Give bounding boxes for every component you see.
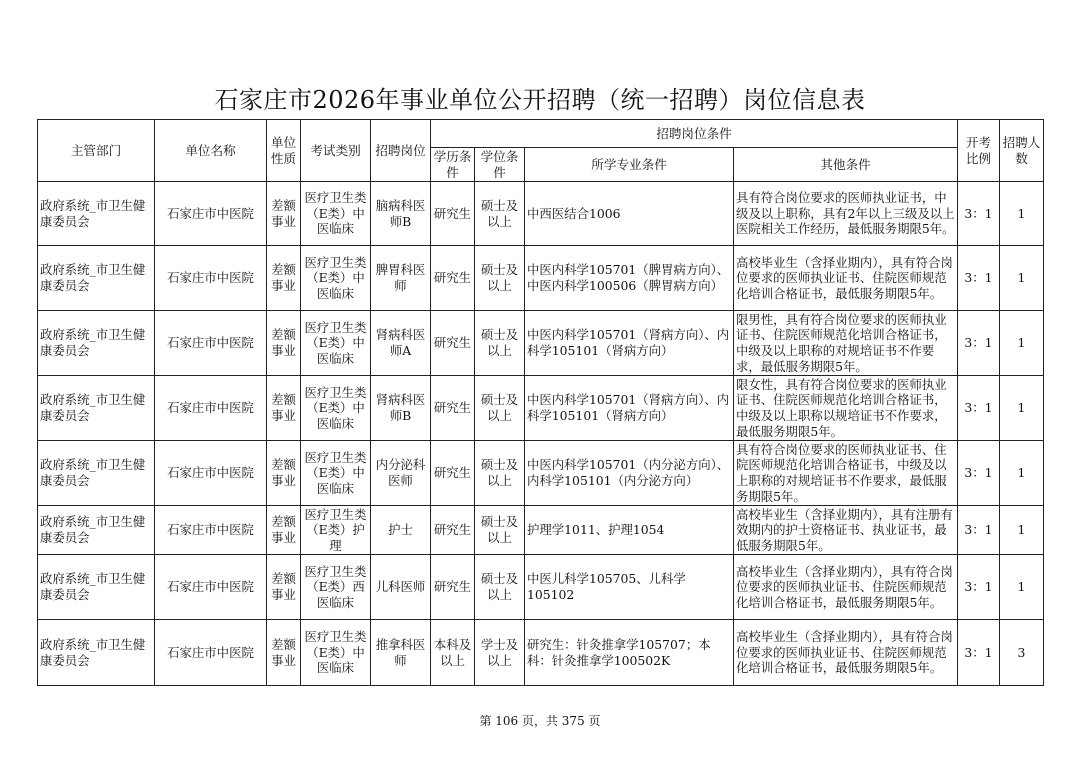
cell-department: 政府系统_市卫生健康委员会	[38, 620, 155, 686]
cell-count: 1	[1000, 182, 1044, 246]
cell-department: 政府系统_市卫生健康委员会	[38, 246, 155, 311]
cell-unit: 石家庄市中医院	[155, 555, 267, 620]
cell-nature: 差额事业	[267, 182, 301, 246]
cell-major: 中西医结合1006	[525, 182, 734, 246]
cell-unit: 石家庄市中医院	[155, 441, 267, 506]
cell-education: 研究生	[431, 246, 475, 311]
cell-department: 政府系统_市卫生健康委员会	[38, 441, 155, 506]
cell-unit: 石家庄市中医院	[155, 506, 267, 555]
cell-other: 高校毕业生（含择业期内），具有符合岗位要求的医师执业证书、住院医师规范化培训合格证书，最低服务期限5年。	[734, 555, 958, 620]
cell-unit: 石家庄市中医院	[155, 246, 267, 311]
table-row	[38, 311, 1044, 376]
cell-exam-type: 医疗卫生类（E类）中医临床	[301, 376, 371, 441]
cell-unit: 石家庄市中医院	[155, 182, 267, 246]
cell-major: 研究生：针灸推拿学105707；本科：针灸推拿学100502K	[525, 620, 734, 686]
cell-department: 政府系统_市卫生健康委员会	[38, 376, 155, 441]
cell-position: 肾病科医师A	[371, 311, 431, 376]
cell-exam-type: 医疗卫生类（E类）中医临床	[301, 441, 371, 506]
header-position: 招聘岗位	[371, 120, 431, 182]
cell-department: 政府系统_市卫生健康委员会	[38, 555, 155, 620]
cell-major: 中医内科学105701（脾胃病方向）、中医内科学100506（脾胃病方向）	[525, 246, 734, 311]
cell-position: 推拿科医师	[371, 620, 431, 686]
cell-exam-type: 医疗卫生类（E类）中医临床	[301, 246, 371, 311]
table-row	[38, 182, 1044, 246]
cell-count: 3	[1000, 620, 1044, 686]
cell-exam-type: 医疗卫生类（E类）中医临床	[301, 311, 371, 376]
cell-other: 高校毕业生（含择业期内），具有注册有效期内的护士资格证书、执业证书，最低服务期限5年。	[734, 506, 958, 555]
page-title: 石家庄市2026年事业单位公开招聘（统一招聘）岗位信息表	[214, 86, 866, 114]
cell-other: 具有符合岗位要求的医师执业证书，中级及以上职称，具有2年以上三级及以上医院相关工作经历，最低服务期限5年。	[734, 182, 958, 246]
cell-position: 儿科医师	[371, 555, 431, 620]
table-row	[38, 246, 1044, 311]
cell-nature: 差额事业	[267, 441, 301, 506]
cell-exam-type: 医疗卫生类（E类）中医临床	[301, 620, 371, 686]
header-exam-type: 考试类别	[301, 120, 371, 182]
header-row-1	[38, 120, 1044, 148]
cell-degree: 硕士及以上	[475, 246, 525, 311]
cell-exam-type: 医疗卫生类（E类）中医临床	[301, 182, 371, 246]
cell-education: 研究生	[431, 182, 475, 246]
cell-exam-type: 医疗卫生类（E类）护理	[301, 506, 371, 555]
cell-nature: 差额事业	[267, 311, 301, 376]
header-ratio: 开考比例	[958, 120, 1000, 182]
cell-ratio: 3：1	[958, 376, 1000, 441]
cell-degree: 学士及以上	[475, 620, 525, 686]
cell-department: 政府系统_市卫生健康委员会	[38, 311, 155, 376]
cell-ratio: 3：1	[958, 555, 1000, 620]
cell-count: 1	[1000, 506, 1044, 555]
cell-ratio: 3：1	[958, 311, 1000, 376]
cell-department: 政府系统_市卫生健康委员会	[38, 506, 155, 555]
cell-major: 中医内科学105701（内分泌方向）、内科学105101（内分泌方向）	[525, 441, 734, 506]
cell-education: 研究生	[431, 555, 475, 620]
page-footer: 第 106 页，共 375 页	[479, 714, 601, 728]
cell-unit: 石家庄市中医院	[155, 376, 267, 441]
cell-nature: 差额事业	[267, 376, 301, 441]
cell-education: 研究生	[431, 441, 475, 506]
cell-nature: 差额事业	[267, 246, 301, 311]
cell-department: 政府系统_市卫生健康委员会	[38, 182, 155, 246]
cell-position: 内分泌科医师	[371, 441, 431, 506]
header-conditions: 招聘岗位条件	[431, 120, 958, 148]
cell-count: 1	[1000, 311, 1044, 376]
cell-exam-type: 医疗卫生类（E类）西医临床	[301, 555, 371, 620]
cell-major: 中医内科学105701（肾病方向）、内科学105101（肾病方向）	[525, 376, 734, 441]
cell-count: 1	[1000, 376, 1044, 441]
cell-degree: 硕士及以上	[475, 182, 525, 246]
job-table	[37, 119, 1044, 686]
table-row	[38, 506, 1044, 555]
cell-education: 研究生	[431, 376, 475, 441]
cell-ratio: 3：1	[958, 182, 1000, 246]
cell-ratio: 3：1	[958, 620, 1000, 686]
cell-ratio: 3：1	[958, 506, 1000, 555]
table-row	[38, 620, 1044, 686]
cell-position: 脑病科医师B	[371, 182, 431, 246]
cell-ratio: 3：1	[958, 246, 1000, 311]
cell-major: 护理学1011、护理1054	[525, 506, 734, 555]
cell-other: 高校毕业生（含择业期内），具有符合岗位要求的医师执业证书、住院医师规范化培训合格证书，最低服务期限5年。	[734, 620, 958, 686]
cell-other: 限女性，具有符合岗位要求的医师执业证书、住院医师规范化培训合格证书，中级及以上职称以规培证书不作要求，最低服务期限5年。	[734, 376, 958, 441]
cell-count: 1	[1000, 441, 1044, 506]
cell-other: 高校毕业生（含择业期内），具有符合岗位要求的医师执业证书、住院医师规范化培训合格证书，最低服务期限5年。	[734, 246, 958, 311]
header-unit: 单位名称	[155, 120, 267, 182]
header-education: 学历条件	[431, 148, 475, 182]
header-major: 所学专业条件	[525, 148, 734, 182]
cell-education: 研究生	[431, 311, 475, 376]
header-department: 主管部门	[38, 120, 155, 182]
cell-nature: 差额事业	[267, 555, 301, 620]
table-row	[38, 555, 1044, 620]
header-other: 其他条件	[734, 148, 958, 182]
cell-education: 研究生	[431, 506, 475, 555]
cell-count: 1	[1000, 555, 1044, 620]
cell-count: 1	[1000, 246, 1044, 311]
cell-major: 中医内科学105701（肾病方向）、内科学105101（肾病方向）	[525, 311, 734, 376]
cell-nature: 差额事业	[267, 506, 301, 555]
cell-degree: 硕士及以上	[475, 376, 525, 441]
header-degree: 学位条件	[475, 148, 525, 182]
cell-education: 本科及以上	[431, 620, 475, 686]
cell-degree: 硕士及以上	[475, 555, 525, 620]
table-row	[38, 441, 1044, 506]
cell-other: 具有符合岗位要求的医师执业证书、住院医师规范化培训合格证书，中级及以上职称的对规培证书不作要求，最低服务期限5年。	[734, 441, 958, 506]
cell-unit: 石家庄市中医院	[155, 311, 267, 376]
cell-major: 中医儿科学105705、儿科学105102	[525, 555, 734, 620]
header-count: 招聘人数	[1000, 120, 1044, 182]
cell-unit: 石家庄市中医院	[155, 620, 267, 686]
cell-position: 脾胃科医师	[371, 246, 431, 311]
cell-position: 护士	[371, 506, 431, 555]
cell-degree: 硕士及以上	[475, 311, 525, 376]
cell-nature: 差额事业	[267, 620, 301, 686]
cell-degree: 硕士及以上	[475, 441, 525, 506]
cell-ratio: 3：1	[958, 441, 1000, 506]
cell-other: 限男性，具有符合岗位要求的医师执业证书、住院医师规范化培训合格证书，中级及以上职称的对规培证书不作要求，最低服务期限5年。	[734, 311, 958, 376]
cell-degree: 硕士及以上	[475, 506, 525, 555]
header-nature: 单位性质	[267, 120, 301, 182]
cell-position: 肾病科医师B	[371, 376, 431, 441]
table-row	[38, 376, 1044, 441]
